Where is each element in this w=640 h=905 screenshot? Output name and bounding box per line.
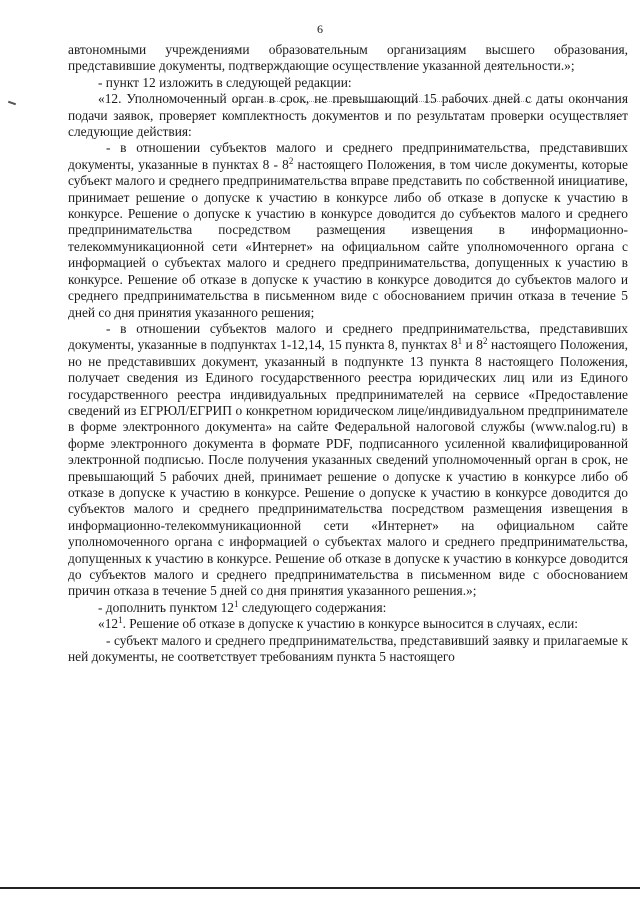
paragraph-5	[68, 321, 628, 600]
scan-margin-mark	[8, 101, 16, 106]
paragraph-6-text-b: следующего содержания:	[238, 599, 387, 615]
paragraph-5-text-a: - в отношении субъектов малого и среднего предпринимательства, представивших документы, указанные в подпунктах 1-12,14, 15 пункта 8, пунктах 8	[68, 320, 628, 353]
paragraph-8: - субъект малого и среднего предпринимательства, представивший заявку и прилагаемые к ней документы, не соответствует требованиям пункта 5 настоящего	[68, 632, 628, 665]
paragraph-6	[68, 600, 628, 616]
paragraph-4	[68, 140, 628, 320]
paragraph-4-text-b: настоящего Положения, в том числе документы, которые субъект малого и среднего предпринимательства вправе представить по собственной инициативе, принимает решение о допуске к участию в конкурсе либо об отказе в допуске к участию в конкурсе. Решение о допуске к участию в конкурсе доводится до субъектов малого и среднего предпринимательства посредством размещения извещения в информационно-телекоммуникационной сети «Интернет» на официальном сайте уполномоченного органа с информацией о субъектах малого и среднего предпринимательства, допущенных к участию в конкурсе. Решение об отказе в допуске к участию в конкурсе доводится до субъектов малого и среднего предпринимательства в письменном виде с обоснованием причин отказа в течение 5 дней со дня принятия указанного решения;	[68, 156, 628, 320]
paragraph-7-text-b: . Решение об отказе в допуске к участию в конкурсе выносится в случаях, если:	[122, 616, 578, 632]
scan-bottom-edge	[0, 887, 640, 889]
paragraph-5-text-b: и 8	[462, 337, 483, 353]
superscript: 1	[118, 615, 123, 626]
superscript: 2	[483, 336, 488, 347]
paragraph-4-text-a: - в отношении субъектов малого и среднего предпринимательства, представивших документы, указанные в пунктах 8 - 8	[68, 140, 628, 172]
paragraph-6-text-a: - дополнить пунктом 12	[98, 599, 235, 615]
paragraph-5-text-c: настоящего Положения, но не представивших документ, указанный в подпункте 13 пункта 8 настоящего Положения, получает сведения из Единого государственного реестра юридических лиц или из Единого государственного реестра индивидуальных предпринимателей на сервисе «Предоставление сведений из ЕГРЮЛ/ЕГРИП о конкретном юридическом лице/индивидуальном предпринимателе в форме электронного документа» на сайте Федеральной налоговой службы (www.nalog.ru) в форме электронного документа в формате PDF, подписанного усиленной квалифицированной электронной подписью. После получения указанных сведений уполномоченный орган в срок, не превышающий 5 рабочих дней, принимает решение о допуске к участию в конкурсе либо об отказе в допуске к участию в конкурсе. Решение о допуске к участию в конкурсе доводится до субъектов малого и среднего предпринимательства посредством размещения извещения в информационно-телекоммуникационной сети «Интернет» на официальном сайте уполномоченного органа с информацией о субъектах малого и среднего предпринимательства, допущенных к участию в конкурсе. Решение об отказе в допуске к участию в конкурсе доводится до субъектов малого и среднего предпринимательства в письменном виде с обоснованием причин отказа в течение 5 дней со дня принятия указанного решения.»;	[68, 337, 628, 599]
paragraph-2: - пункт 12 изложить в следующей редакции:	[98, 74, 352, 90]
superscript: 2	[288, 155, 294, 166]
paragraph-7	[68, 616, 628, 632]
document-body	[68, 42, 628, 665]
superscript: 1	[234, 598, 239, 609]
superscript: 1	[457, 336, 463, 347]
paragraph-3: «12. Уполномоченный орган в срок, не превышающий 15 рабочих дней с даты окончания подачи заявок, проверяет комплектность документов и по результатам проверки осуществляет следующие действия:	[68, 91, 628, 140]
paragraph-1: автономными учреждениями образовательным организациям высшего образования, представившие документы, подтверждающие осуществление указанной деятельности.»;	[68, 42, 628, 74]
paragraph-7-text-a: «12	[98, 616, 119, 632]
page-number: 6	[317, 22, 323, 36]
